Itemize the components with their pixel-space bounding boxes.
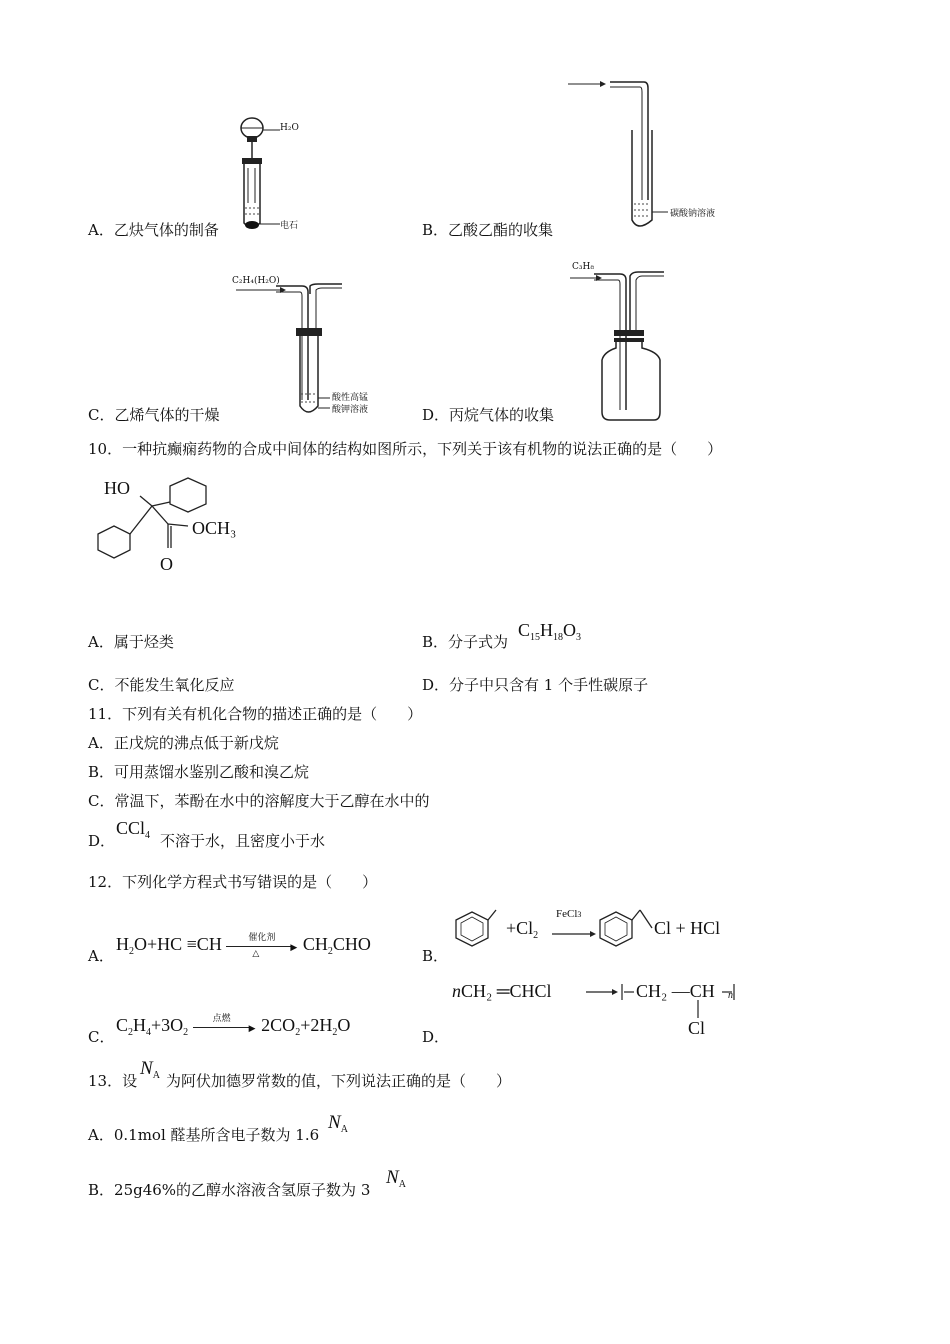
q12-option-d-letter: D． bbox=[422, 1028, 450, 1046]
label-ethylene-water: C₂H₄(H₂O) bbox=[232, 276, 280, 286]
q12-option-a-letter: A． bbox=[88, 947, 114, 965]
q10-option-c: C．不能发生氧化反应 bbox=[88, 676, 235, 694]
label-och3: OCH₃ bbox=[192, 518, 237, 538]
label-propane: C₃H₈ bbox=[572, 262, 594, 272]
q12-equation-c: $C_2H_4+3O_2$ 点燃 ▶ $2CO_2+2H_2O$ bbox=[116, 1012, 351, 1038]
q10-option-a: A．属于烃类 bbox=[88, 633, 174, 651]
q11-option-d-text: 不溶于水，且密度小于水 bbox=[160, 832, 326, 850]
q10-option-d: D．分子中只含有 1 个手性碳原子 bbox=[422, 676, 649, 694]
q10-stem: 10．一种抗癫痫药物的合成中间体的结构如图所示，下列关于该有机物的说法正确的是（ ） bbox=[88, 440, 723, 458]
q9-option-b: B．乙酸乙酯的收集 bbox=[422, 221, 554, 239]
label-o: O bbox=[160, 554, 173, 574]
q9-option-a: A．乙炔气体的制备 bbox=[88, 221, 219, 239]
q12-equation-a: $H_2O+HC \equiv CH$ 催化剂 ▶ △ $CH_2CHO$ bbox=[116, 931, 371, 958]
label-sodium-carbonate: 碳酸钠溶液 bbox=[670, 209, 716, 219]
figure-ethylene-drying bbox=[232, 272, 382, 420]
q11-ccl4: CCl$_4$ bbox=[116, 818, 151, 841]
q13-stem-a: 13．设 bbox=[88, 1072, 138, 1090]
q12-option-c-letter: C． bbox=[88, 1028, 115, 1046]
q10-formula: $C_{15}H_{18}O_3$ bbox=[518, 620, 582, 643]
figure-propane-collection bbox=[570, 262, 680, 424]
label-ho: HO bbox=[104, 478, 130, 498]
q13-a-na: $N_A$ bbox=[328, 1112, 348, 1135]
q9-option-c: C．乙烯气体的干燥 bbox=[88, 406, 220, 424]
figure-q12-d: nCH₂ ═CHCl CH₂ —CH n Cl bbox=[452, 981, 733, 1038]
q11-option-b: B．可用蒸馏水鉴别乙酸和溴乙烷 bbox=[88, 763, 310, 781]
label-kmno4-2: 酸钾溶液 bbox=[332, 405, 369, 415]
figure-acetylene-generator bbox=[232, 108, 302, 236]
q11-stem: 11．下列有关有机化合物的描述正确的是（ ） bbox=[88, 705, 423, 723]
figure-ester-collection bbox=[568, 76, 738, 234]
q13-b-na: $N_A$ bbox=[386, 1167, 406, 1190]
q12-stem: 12．下列化学方程式书写错误的是（ ） bbox=[88, 873, 378, 891]
q11-option-a: A．正戊烷的沸点低于新戊烷 bbox=[88, 734, 279, 752]
label-kmno4-1: 酸性高锰 bbox=[332, 393, 369, 403]
q13-option-a: A．0.1mol 醛基所含电子数为 1.6 bbox=[88, 1126, 320, 1144]
figure-q12-b: $+Cl_2$ FeCl3 Cl + HCl bbox=[450, 904, 740, 954]
q13-option-b: B．25g46%的乙醇水溶液含氢原子数为 3 bbox=[88, 1181, 371, 1199]
q9-option-d: D．丙烷气体的收集 bbox=[422, 406, 555, 424]
q11-option-d: D． bbox=[88, 832, 116, 850]
label-calcium-carbide: 电石 bbox=[280, 221, 299, 231]
label-water: H₂O bbox=[280, 123, 299, 133]
q13-stem-b: 为阿伏加德罗常数的值，下列说法正确的是（ ） bbox=[166, 1072, 512, 1090]
q11-option-c: C．常温下，苯酚在水中的溶解度大于乙醇在水中的 bbox=[88, 792, 430, 810]
q12-option-b-letter: B． bbox=[422, 947, 449, 965]
q13-na: $N_A$ bbox=[140, 1058, 160, 1081]
figure-q10-structure bbox=[92, 476, 262, 586]
q10-option-b: B．分子式为 bbox=[422, 633, 509, 651]
